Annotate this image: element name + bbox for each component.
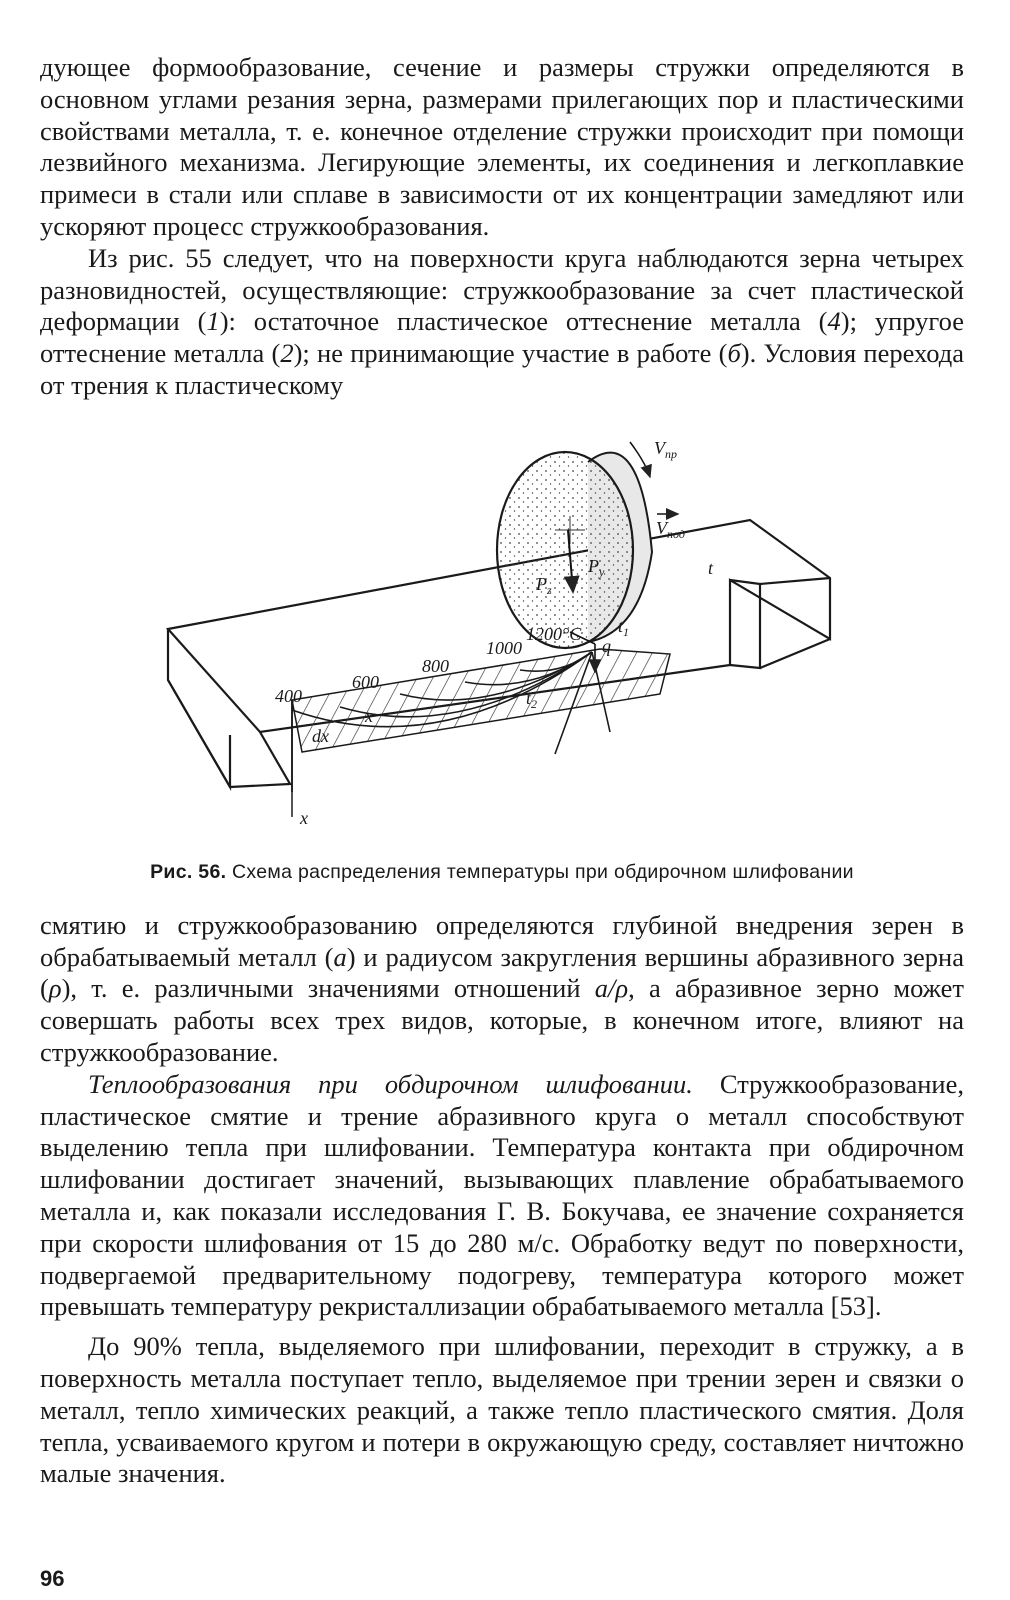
label-p-z: $P_z$: [536, 573, 552, 597]
label-v-pr: $V_{пр}$: [654, 437, 677, 461]
symbol-rho: ρ: [48, 973, 62, 1004]
paragraph-1: дующее формообразование, сечение и размеры стружки определяются в основном углами резания зерна, размерами прилегающих пор и пластическими свойствами металла, т. е. конечное отделение стружки происходит при помощи лезвийного механизма. Легирующие элементы, их соединения и легкоплавкие примеси в стали или сплаве в зависимости от их концентрации замедляют или ускоряют процесс стружкообразования.: [40, 52, 964, 241]
ref-1: 1: [206, 306, 220, 337]
paragraph-3-part-c: ), т. е. различными значениями отношений: [61, 973, 595, 1004]
label-temp-1200: 1200°C: [526, 623, 582, 644]
label-temp-600: 600: [352, 671, 379, 692]
figure-56: [40, 432, 964, 852]
symbol-ratio: a/ρ: [594, 973, 629, 1004]
paragraph-3-part-d: , а абразивное зерно может совершать работы всех трех видов, которые, в конечном итоге, влияют на стружкообразование.: [40, 973, 964, 1067]
ref-4: 4: [827, 306, 841, 337]
paragraph-2-part-e: ). Условия перехода от трения к пластическому: [40, 338, 965, 400]
paragraph-5: До 90% тепла, выделяемого при шлифовании, переходит в стружку, а в поверхность металла поступает тепло, выделяемое при трении зерен и связки о металл, тепло химических реакций, а также тепло пластического смятия. Доля тепла, усваиваемого кругом и потери в окружающую среду, составляет ничтожно малые значения.: [40, 1331, 964, 1489]
label-q: q: [602, 635, 611, 656]
figure-caption: [40, 860, 964, 884]
label-x-curve: x: [365, 705, 373, 726]
label-temp-800: 800: [422, 655, 449, 676]
page-body: [40, 52, 964, 1490]
paragraph-3: [40, 910, 964, 1069]
label-t2: $t_2$: [526, 687, 538, 711]
section-heading: Теплообразования при обдирочном шлифовании.: [88, 1068, 693, 1099]
label-dx: dx: [312, 725, 329, 746]
paragraph-4: [40, 1069, 964, 1323]
label-p-y: $P_y$: [588, 555, 605, 579]
label-temp-400: 400: [275, 685, 302, 706]
label-x-axis: x: [300, 807, 308, 828]
label-t: t: [708, 557, 714, 578]
paragraph-4-text: Стружкообразование, пластическое смятие и трение абразивного круга о металл способствуют выделению тепла при шлифовании. Температура контакта при обдирочном шлифовании достигает значений, вызывающих плавление обрабатываемого металла и, как показали исследования Г. В. Бокучава, ее значение сохраняется при скорости шлифования от 15 до 280 м/с. Обработку ведут по поверхности, подвергаемой предварительному подогреву, температура которого может превышать температуру рекристаллизации обрабатываемого металла [53].: [40, 1068, 964, 1322]
paragraph-2-part-d: ); не принимающие участие в работе (: [293, 338, 728, 369]
page-number: 96: [40, 1566, 65, 1591]
ref-2: 2: [280, 338, 294, 369]
paragraph-2: [40, 243, 964, 402]
paragraph-2-part-b: ): остаточное пластическое оттеснение металла (: [219, 306, 828, 337]
caption-label: Рис. 56.: [150, 860, 227, 883]
paragraph-3-part-a: смятию и стружкообразованию определяются глубиной внедрения зерен в обрабатываемый металл (: [40, 909, 964, 972]
paragraph-2-part-c: ); упругое оттеснение металла (: [40, 306, 964, 369]
label-t1: $t_1$: [618, 615, 630, 639]
label-temp-1000: 1000: [486, 637, 522, 658]
label-v-pod: $V_{под}$: [656, 517, 685, 541]
paragraph-3-part-b: ) и радиусом закругления вершины абразивного зерна (: [40, 941, 964, 1004]
symbol-a: a: [333, 941, 347, 972]
paragraph-2-part-a: Из рис. 55 следует, что на поверхности круга наблюдаются зерна четырех разновидностей, осуществляющие: стружкообразование за счет пластической деформации (: [40, 242, 964, 337]
caption-text: Схема распределения температуры при обдирочном шлифовании: [232, 860, 854, 883]
grinding-diagram: [40, 432, 964, 852]
ref-6: б: [727, 338, 741, 369]
